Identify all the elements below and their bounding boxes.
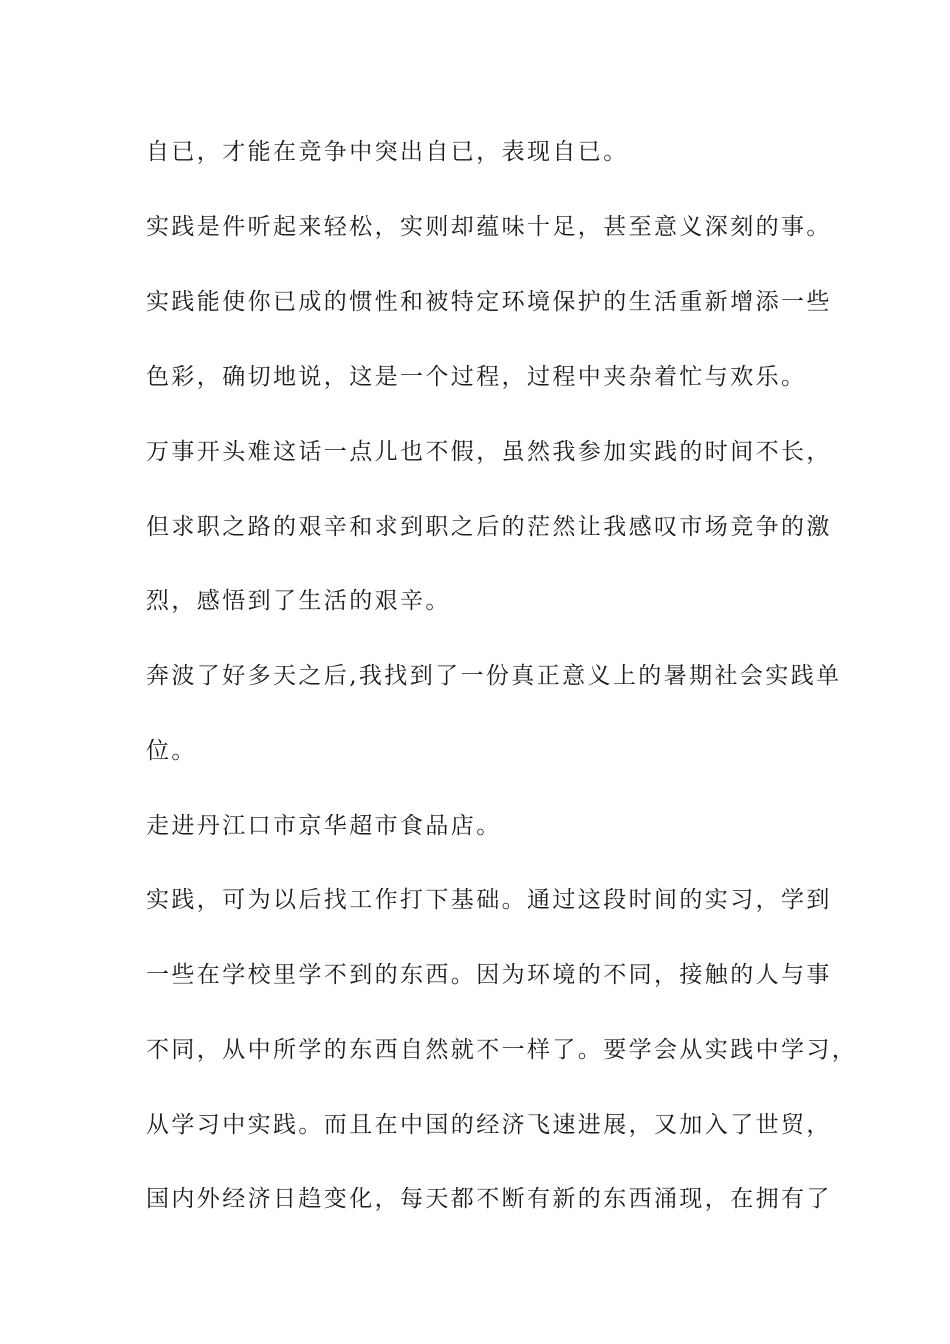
text-line: 不同，从中所学的东西自然就不一样了。要学会从实践中学习， [146, 1037, 858, 1063]
text-line: 奔波了好多天之后,我找到了一份真正意义上的暑期社会实践单 [146, 663, 842, 689]
text-line: 色彩，确切地说，这是一个过程，过程中夹杂着忙与欢乐。 [146, 364, 807, 390]
text-line: 实践，可为以后找工作打下基础。通过这段时间的实习，学到 [146, 887, 832, 913]
text-line: 实践是件听起来轻松，实则却蕴味十足，甚至意义深刻的事。 [146, 214, 832, 240]
text-line: 一些在学校里学不到的东西。因为环境的不同，接触的人与事 [146, 962, 832, 988]
text-line: 但求职之路的艰辛和求到职之后的茫然让我感叹市场竞争的激 [146, 514, 832, 540]
text-line: 从学习中实践。而且在中国的经济飞速进展，又加入了世贸， [146, 1112, 832, 1138]
text-line: 自已，才能在竞争中突出自已，表现自已。 [146, 139, 629, 165]
text-line: 烈，感悟到了生活的艰辛。 [146, 588, 451, 614]
text-line: 实践能使你已成的惯性和被特定环境保护的生活重新增添一些 [146, 289, 832, 315]
text-line: 万事开头难这话一点儿也不假，虽然我参加实践的时间不长， [146, 439, 832, 465]
text-line: 走进丹江口市京华超市食品店。 [146, 813, 502, 839]
text-line: 国内外经济日趋变化，每天都不断有新的东西涌现，在拥有了 [146, 1186, 832, 1212]
text-line: 位。 [146, 738, 197, 764]
